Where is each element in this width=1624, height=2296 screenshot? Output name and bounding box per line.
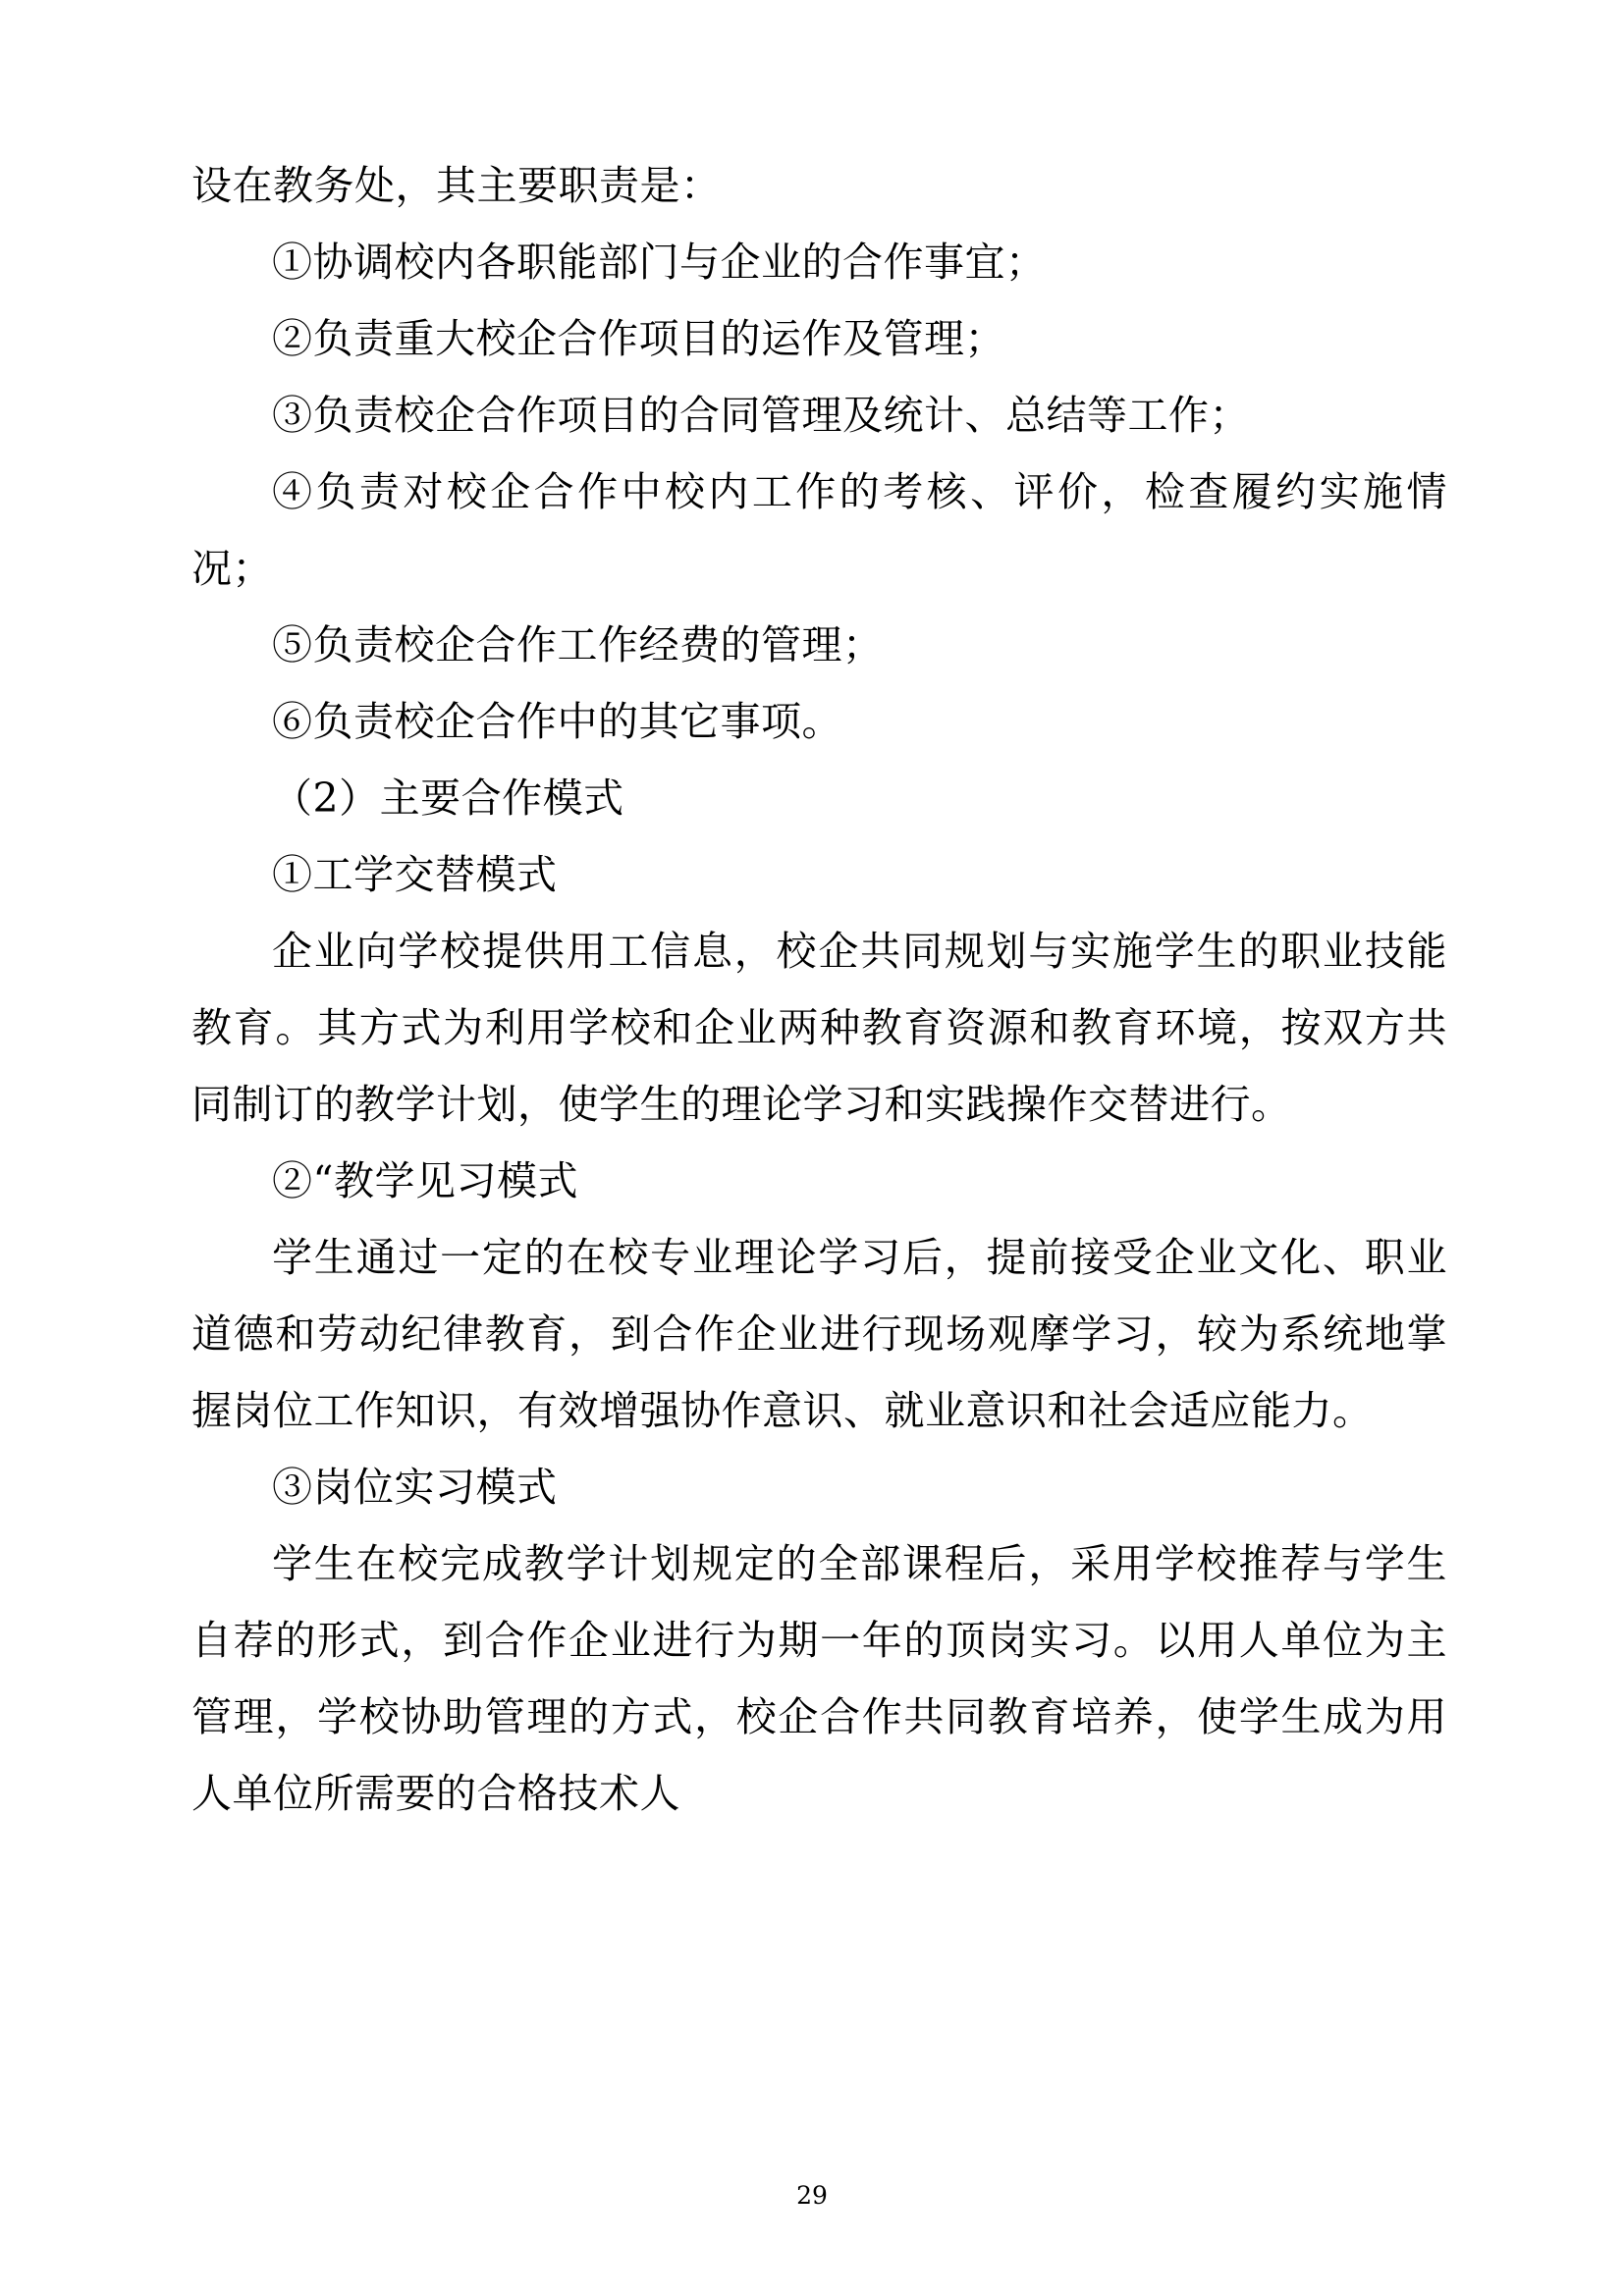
paragraph: 学生通过一定的在校专业理论学习后，提前接受企业文化、职业道德和劳动纪律教育，到合作企业进行现场观摩学习，较为系统地掌握岗位工作知识，有效增强协作意识、就业意识和社会适应能力。: [191, 1234, 1447, 1434]
paragraph: （2）主要合作模式: [272, 774, 624, 822]
paragraph: ①工学交替模式: [272, 851, 558, 898]
page-number: 29: [796, 2181, 828, 2210]
paragraph: ②负责重大校企合作项目的运作及管理；: [272, 315, 1005, 362]
paragraph: 企业向学校提供用工信息，校企共同规划与实施学生的职业技能教育。其方式为利用学校和企业两种教育资源和教育环境，按双方共同制订的教学计划，使学生的理论学习和实践操作交替进行。: [191, 928, 1447, 1128]
paragraph: ②“教学见习模式: [272, 1157, 578, 1204]
paragraph: 设在教务处，其主要职责是：: [191, 162, 722, 209]
paragraph: ③岗位实习模式: [272, 1464, 558, 1511]
paragraph: ①协调校内各职能部门与企业的合作事宜；: [272, 239, 1047, 286]
paragraph: ④负责对校企合作中校内工作的考核、评价，检查履约实施情况；: [191, 468, 1447, 592]
paragraph: ③负责校企合作项目的合同管理及统计、总结等工作；: [272, 392, 1250, 439]
paragraph: ⑥负责校企合作中的其它事项。: [272, 698, 842, 745]
paragraph: ⑤负责校企合作工作经费的管理；: [272, 621, 884, 668]
paragraph: 学生在校完成教学计划规定的全部课程后，采用学校推荐与学生自荐的形式，到合作企业进行为期一年的顶岗实习。以用人单位为主管理，学校协助管理的方式，校企合作共同教育培养，使学生成为用人单位所需要的合格技术人: [191, 1540, 1447, 1817]
page-body: [191, 147, 1447, 1832]
